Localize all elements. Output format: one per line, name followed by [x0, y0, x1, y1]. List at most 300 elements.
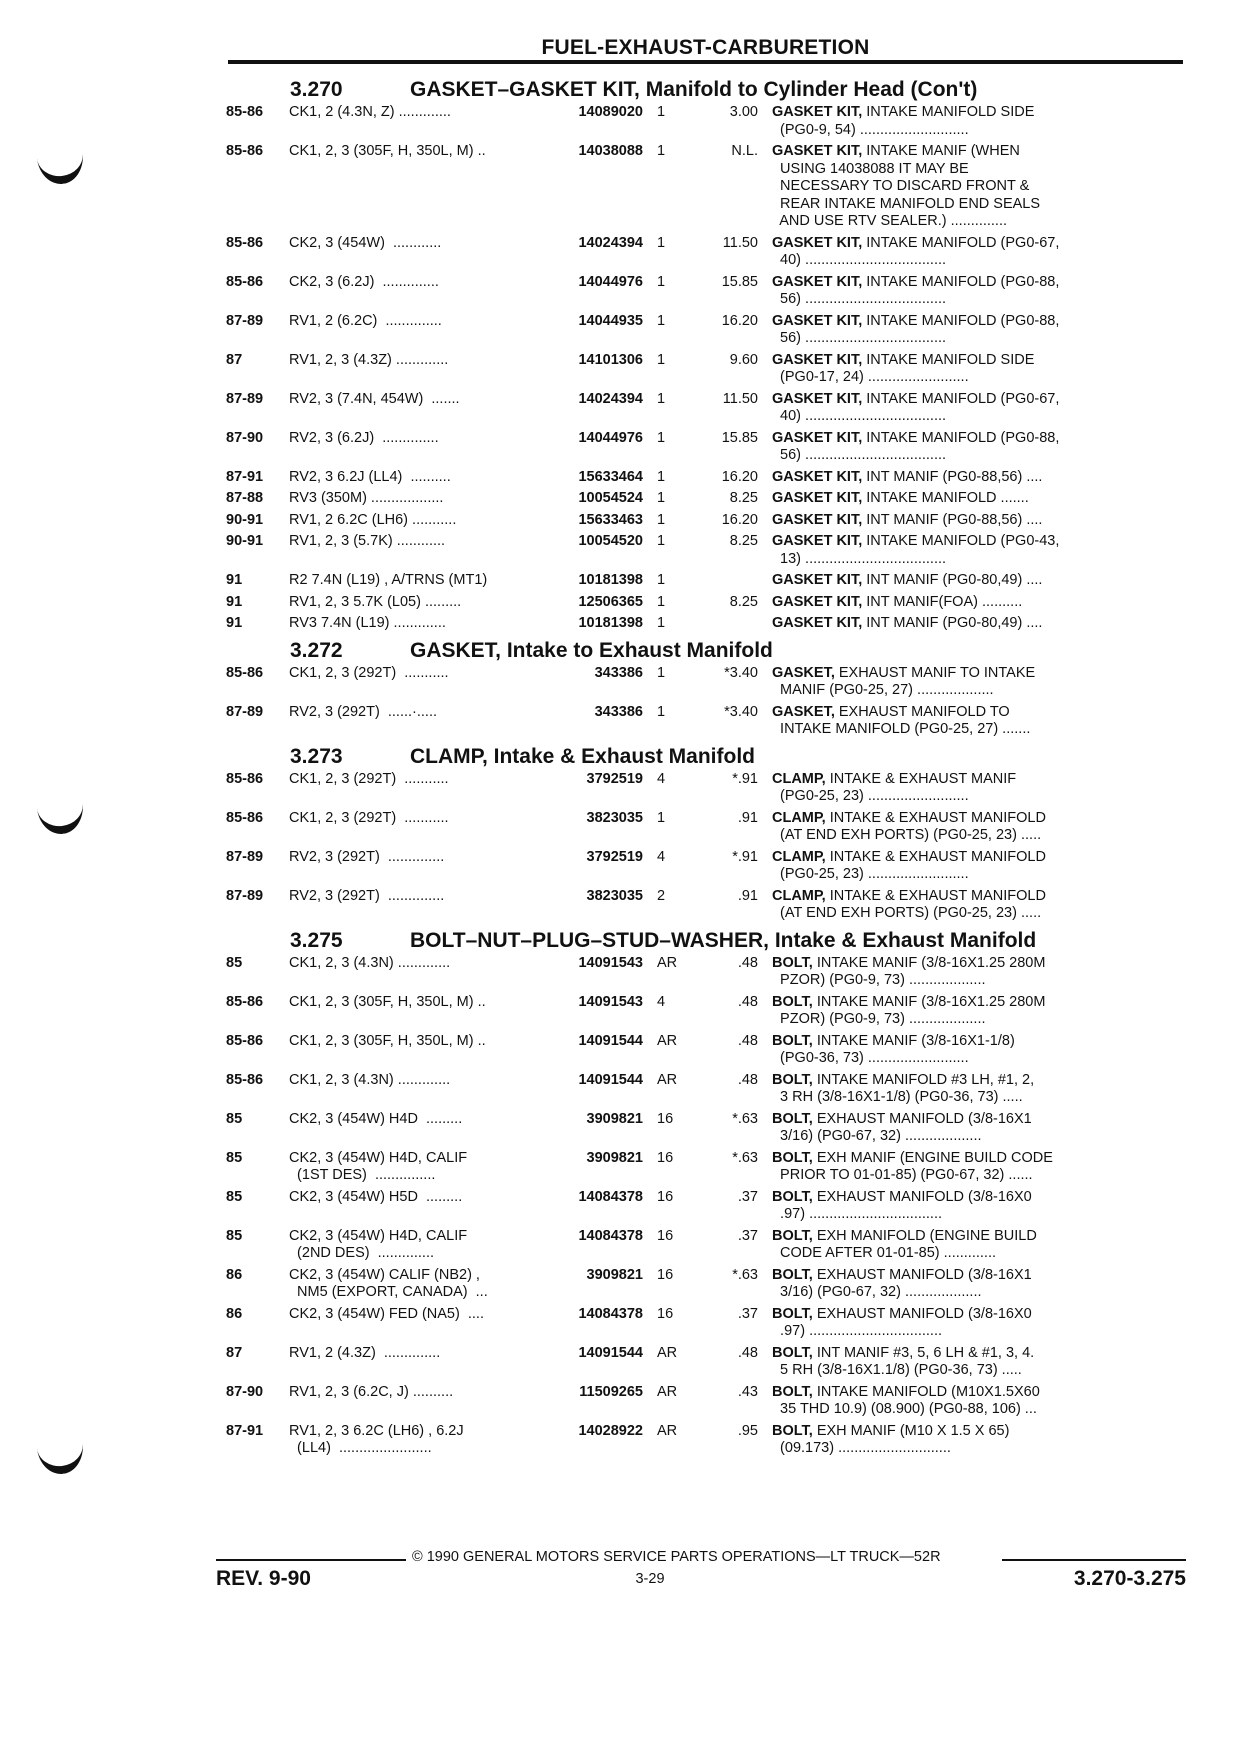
description-text: INTAKE & EXHAUST MANIFOLD (PG0-25, 23) ......................... — [780, 848, 1046, 882]
price: 3.00 — [729, 104, 758, 120]
application: CK1, 2, 3 (4.3N) ............. — [289, 1071, 451, 1088]
description — [772, 274, 1136, 309]
part-entry — [224, 1072, 1186, 1107]
application: RV1, 2, 3 (6.2C, J) .......... — [289, 1383, 454, 1400]
model-years: 85-86 — [226, 234, 264, 251]
description — [772, 1150, 1136, 1185]
part-entry — [224, 665, 1186, 700]
part-number: 15633463 — [578, 511, 643, 528]
description-text: EXHAUST MANIFOLD TO INTAKE MANIFOLD (PG0-25, 27) ....... — [780, 703, 1031, 737]
price: 16.20 — [721, 312, 758, 329]
price: 11.50 — [722, 234, 758, 251]
part-number: 343386 — [594, 664, 643, 681]
description-text: INTAKE MANIFOLD (PG0-67, 40) ................................... — [780, 390, 1060, 424]
description-text: INT MANIF (PG0-88,56) .... — [862, 468, 1043, 485]
description — [772, 512, 1136, 530]
model-years: 85-86 — [226, 770, 264, 787]
description-noun: GASKET KIT, — [772, 572, 863, 588]
description-text: EXHAUST MANIFOLD (3/8-16X0 .97) ................................. — [780, 1305, 1032, 1339]
price: .91 — [737, 887, 758, 904]
part-entry — [224, 810, 1186, 845]
part-number: 14044935 — [578, 312, 643, 329]
model-years: 87-90 — [226, 1383, 264, 1400]
part-entry — [224, 490, 1186, 508]
part-entry — [224, 1306, 1186, 1341]
model-years: 87-88 — [226, 490, 264, 506]
application: CK2, 3 (454W) ............ — [289, 234, 442, 251]
description-noun: CLAMP, — [772, 848, 826, 865]
part-entry — [224, 888, 1186, 923]
model-years: 90-91 — [226, 533, 264, 549]
price: .91 — [737, 809, 758, 826]
quantity: 1 — [657, 390, 666, 407]
part-number: 3823035 — [586, 809, 643, 826]
part-number: 3909821 — [586, 1110, 643, 1127]
quantity: 16 — [657, 1305, 674, 1322]
description-text: INTAKE MANIF (3/8-16X1.25 280M PZOR) (PG0-9, 73) ................... — [780, 954, 1046, 988]
description-noun: BOLT, — [772, 1422, 813, 1439]
revision-label: REV. 9-90 — [216, 1567, 311, 1590]
part-entry — [224, 512, 1186, 530]
description — [772, 888, 1136, 923]
section-number: 3.270 — [290, 78, 343, 101]
price: .48 — [737, 1344, 758, 1361]
description-text: INT MANIF (PG0-80,49) .... — [862, 572, 1043, 588]
part-entry — [224, 771, 1186, 806]
description-text: INTAKE MANIFOLD SIDE (PG0-9, 54) ........................... — [780, 104, 1035, 138]
quantity: 1 — [657, 593, 666, 610]
price: *.63 — [732, 1110, 758, 1127]
description-noun: GASKET, — [772, 703, 835, 720]
description — [772, 313, 1136, 348]
part-entry — [224, 533, 1186, 568]
application: RV2, 3 (292T) .............. — [289, 887, 445, 904]
part-entry — [224, 391, 1186, 426]
description — [772, 849, 1136, 884]
application: CK2, 3 (454W) H4D, CALIF (1ST DES) ............... — [289, 1149, 468, 1183]
price: .95 — [737, 1422, 758, 1439]
part-number: 14091544 — [578, 1344, 643, 1361]
quantity: 1 — [657, 533, 666, 549]
quantity: AR — [657, 1422, 678, 1439]
description — [772, 430, 1136, 465]
quantity: AR — [657, 1071, 678, 1088]
quantity: 1 — [657, 490, 666, 506]
description — [772, 1228, 1136, 1263]
description-noun: BOLT, — [772, 1344, 813, 1361]
model-years: 85-86 — [226, 273, 264, 290]
part-entry — [224, 352, 1186, 387]
part-number: 3909821 — [586, 1149, 643, 1166]
model-years: 91 — [226, 572, 243, 588]
section-number: 3.273 — [290, 744, 343, 768]
quantity: 16 — [657, 1227, 674, 1244]
price: *.63 — [732, 1149, 758, 1166]
description-text: INTAKE MANIFOLD ....... — [862, 490, 1029, 506]
quantity: 16 — [657, 1149, 674, 1166]
model-years: 87-91 — [226, 468, 264, 485]
description — [772, 615, 1136, 633]
quantity: 1 — [657, 143, 666, 159]
description — [772, 665, 1136, 700]
part-number: 14084378 — [578, 1227, 643, 1244]
part-number: 14024394 — [578, 390, 643, 407]
part-number: 10054524 — [578, 490, 643, 506]
model-years: 85-86 — [226, 1032, 264, 1049]
quantity: 1 — [657, 104, 666, 120]
description-text: INTAKE MANIF (3/8-16X1-1/8) (PG0-36, 73) ......................... — [780, 1032, 1015, 1066]
part-number: 15633464 — [578, 468, 643, 485]
quantity: 1 — [657, 351, 666, 368]
price: 11.50 — [722, 390, 758, 407]
model-years: 91 — [226, 615, 243, 631]
section-heading — [224, 76, 1186, 104]
quantity: 1 — [657, 664, 666, 681]
price: .48 — [737, 1032, 758, 1049]
price: .37 — [737, 1227, 758, 1244]
description-noun: CLAMP, — [772, 770, 826, 787]
section-title: GASKET–GASKET KIT, Manifold to Cylinder Head (Con't) — [410, 78, 978, 101]
description-noun: CLAMP, — [772, 809, 826, 826]
part-entry — [224, 849, 1186, 884]
model-years: 87-89 — [226, 848, 264, 865]
model-years: 85 — [226, 1188, 243, 1205]
part-number: 14091544 — [578, 1071, 643, 1088]
quantity: 1 — [657, 468, 666, 485]
section-number: 3.272 — [290, 638, 343, 662]
application: CK1, 2, 3 (305F, H, 350L, M) .. — [289, 143, 486, 159]
part-entry — [224, 1189, 1186, 1224]
price: 8.25 — [729, 593, 758, 610]
description-text: INT MANIF (PG0-80,49) .... — [862, 615, 1043, 631]
model-years: 87-89 — [226, 887, 264, 904]
description — [772, 1111, 1136, 1146]
application: RV1, 2, 3 (4.3Z) ............. — [289, 351, 449, 368]
application: RV1, 2, 3 (5.7K) ............ — [289, 533, 446, 549]
description-noun: BOLT, — [772, 1110, 813, 1127]
part-number: 14044976 — [578, 273, 643, 290]
part-number: 10054520 — [578, 533, 643, 549]
description — [772, 1345, 1136, 1380]
part-number: 14091543 — [578, 954, 643, 971]
description — [772, 469, 1136, 487]
footer-rule-right — [1002, 1559, 1186, 1561]
description — [772, 104, 1136, 139]
part-entry — [224, 1111, 1186, 1146]
description-text: INT MANIF #3, 5, 6 LH & #1, 3, 4. 5 RH (3/8-16X1.1/8) (PG0-36, 73) ..... — [780, 1344, 1035, 1378]
application: CK1, 2, 3 (305F, H, 350L, M) .. — [289, 993, 486, 1010]
description — [772, 1384, 1136, 1419]
application: R2 7.4N (L19) , A/TRNS (MT1) — [289, 572, 488, 588]
description-text: INTAKE MANIF (3/8-16X1.25 280M PZOR) (PG0-9, 73) ................... — [780, 993, 1046, 1027]
description-text: EXH MANIF (ENGINE BUILD CODE PRIOR TO 01-01-85) (PG0-67, 32) ...... — [780, 1149, 1053, 1183]
description — [772, 955, 1136, 990]
part-number: 3909821 — [586, 1266, 643, 1283]
description-text: INTAKE MANIFOLD (M10X1.5X60 35 THD 10.9) (08.900) (PG0-88, 106) ... — [780, 1383, 1040, 1417]
page-number: 3-29 — [635, 1571, 665, 1587]
price — [697, 615, 772, 633]
description-noun: GASKET KIT, — [772, 490, 863, 506]
part-number: 10181398 — [578, 572, 643, 588]
part-number: 14084378 — [578, 1305, 643, 1322]
price: .48 — [737, 1071, 758, 1088]
price: .37 — [737, 1305, 758, 1322]
part-number: 14084378 — [578, 1188, 643, 1205]
price: 16.20 — [721, 511, 758, 528]
description-noun: GASKET KIT, — [772, 312, 863, 329]
application: CK1, 2, 3 (292T) ........... — [289, 770, 449, 787]
part-entry — [224, 1384, 1186, 1419]
application: RV1, 2 (4.3Z) .............. — [289, 1344, 441, 1361]
application: RV2, 3 (7.4N, 454W) ....... — [289, 390, 460, 407]
description-text: EXH MANIF (M10 X 1.5 X 65) (09.173) ............................ — [780, 1422, 1010, 1456]
quantity: 1 — [657, 273, 666, 290]
description — [772, 771, 1136, 806]
description — [772, 1189, 1136, 1224]
model-years: 85-86 — [226, 1071, 264, 1088]
description-noun: GASKET KIT, — [772, 390, 863, 407]
application: CK1, 2 (4.3N, Z) ............. — [289, 104, 451, 120]
price: 16.20 — [721, 468, 758, 485]
description-noun: GASKET KIT, — [772, 533, 863, 549]
description-noun: BOLT, — [772, 1266, 813, 1283]
quantity: 16 — [657, 1266, 674, 1283]
section-heading — [224, 743, 1186, 771]
quantity: 4 — [657, 770, 666, 787]
application: RV1, 2, 3 6.2C (LH6) , 6.2J (LL4) ....................... — [289, 1422, 464, 1456]
application: RV1, 2 (6.2C) .............. — [289, 312, 442, 329]
description-text: INTAKE & EXHAUST MANIFOLD (AT END EXH PORTS) (PG0-25, 23) ..... — [780, 887, 1046, 921]
description-noun: GASKET, — [772, 664, 835, 681]
copyright-line: © 1990 GENERAL MOTORS SERVICE PARTS OPERATIONS—LT TRUCK—52R — [412, 1549, 941, 1565]
binder-hole-mark — [36, 798, 85, 837]
price: 15.85 — [721, 273, 758, 290]
description — [772, 1267, 1136, 1302]
part-number: 3792519 — [586, 848, 643, 865]
application: CK1, 2, 3 (4.3N) ............. — [289, 954, 451, 971]
part-entry — [224, 1228, 1186, 1263]
description-noun: GASKET KIT, — [772, 511, 863, 528]
description — [772, 994, 1136, 1029]
parts-section — [224, 76, 1186, 633]
model-years: 91 — [226, 593, 243, 610]
description-noun: GASKET KIT, — [772, 273, 863, 290]
description-noun: CLAMP, — [772, 887, 826, 904]
description-text: EXHAUST MANIFOLD (3/8-16X0 .97) ................................. — [780, 1188, 1032, 1222]
application: RV2, 3 (292T) .............. — [289, 848, 445, 865]
description-text: INTAKE MANIFOLD (PG0-88, 56) ................................... — [780, 312, 1060, 346]
application: CK1, 2, 3 (292T) ........... — [289, 809, 449, 826]
description-noun: BOLT, — [772, 1305, 813, 1322]
quantity: 16 — [657, 1110, 674, 1127]
quantity: 4 — [657, 993, 666, 1010]
parts-listing — [224, 74, 1186, 1462]
quantity: AR — [657, 954, 678, 971]
quantity: 2 — [657, 887, 666, 904]
section-heading — [224, 927, 1186, 955]
header-rule — [228, 60, 1183, 64]
parts-section — [224, 743, 1186, 923]
price: *3.40 — [724, 703, 758, 720]
price: 15.85 — [721, 429, 758, 446]
description-text: EXHAUST MANIFOLD (3/8-16X1 3/16) (PG0-67, 32) ................... — [780, 1110, 1032, 1144]
binder-hole-mark — [36, 1438, 85, 1477]
model-years: 87 — [226, 351, 243, 368]
model-years: 85-86 — [226, 143, 264, 159]
price: N.L. — [731, 143, 758, 159]
description-noun: GASKET KIT, — [772, 351, 863, 368]
quantity: 1 — [657, 429, 666, 446]
binder-hole-mark — [36, 148, 85, 187]
description-noun: GASKET KIT, — [772, 593, 863, 610]
description-noun: BOLT, — [772, 1071, 813, 1088]
description-text: INT MANIF(FOA) .......... — [862, 593, 1023, 610]
description-noun: BOLT, — [772, 1383, 813, 1400]
running-head: FUEL-EXHAUST-CARBURETION — [541, 36, 870, 59]
model-years: 90-91 — [226, 511, 264, 528]
part-number: 14038088 — [578, 143, 643, 159]
application: CK2, 3 (454W) FED (NA5) .... — [289, 1305, 484, 1322]
description-noun: BOLT, — [772, 993, 813, 1010]
part-entry — [224, 469, 1186, 487]
model-years: 85-86 — [226, 809, 264, 826]
section-title: GASKET, Intake to Exhaust Manifold — [410, 638, 773, 662]
model-years: 87-89 — [226, 390, 264, 407]
description — [772, 1072, 1136, 1107]
quantity: 1 — [657, 511, 666, 528]
description-text: INTAKE MANIFOLD (PG0-43, 13) ................................... — [780, 533, 1060, 567]
model-years: 85-86 — [226, 664, 264, 681]
model-years: 86 — [226, 1305, 243, 1322]
quantity: 1 — [657, 572, 666, 588]
quantity: 1 — [657, 615, 666, 631]
description-text: INTAKE MANIFOLD (PG0-88, 56) ................................... — [780, 273, 1060, 307]
part-number: 14101306 — [578, 351, 643, 368]
quantity: 1 — [657, 312, 666, 329]
price: .43 — [737, 1383, 758, 1400]
part-number: 14024394 — [578, 234, 643, 251]
price: 8.25 — [729, 533, 758, 549]
section-range: 3.270-3.275 — [1073, 1567, 1186, 1590]
quantity: AR — [657, 1344, 678, 1361]
description-noun: BOLT, — [772, 1032, 813, 1049]
quantity: 4 — [657, 848, 666, 865]
part-entry — [224, 955, 1186, 990]
part-entry — [224, 1150, 1186, 1185]
model-years: 85 — [226, 1149, 243, 1166]
price: .48 — [737, 993, 758, 1010]
part-number: 14044976 — [578, 429, 643, 446]
model-years: 87-89 — [226, 312, 264, 329]
footer-rule-left — [216, 1559, 406, 1561]
application: CK2, 3 (454W) H5D ......... — [289, 1188, 463, 1205]
model-years: 87-91 — [226, 1422, 264, 1439]
part-entry — [224, 104, 1186, 139]
model-years: 85 — [226, 954, 243, 971]
quantity: 1 — [657, 809, 666, 826]
price: .48 — [737, 954, 758, 971]
part-entry — [224, 430, 1186, 465]
quantity: AR — [657, 1383, 678, 1400]
price: *3.40 — [724, 664, 758, 681]
description-text: INTAKE & EXHAUST MANIFOLD (AT END EXH PORTS) (PG0-25, 23) ..... — [780, 809, 1046, 843]
description — [772, 1423, 1136, 1458]
price: *.91 — [732, 770, 758, 787]
description — [772, 1033, 1136, 1068]
description-noun: GASKET KIT, — [772, 615, 863, 631]
application: RV1, 2 6.2C (LH6) ........... — [289, 511, 457, 528]
part-entry — [224, 235, 1186, 270]
application: RV1, 2, 3 5.7K (L05) ......... — [289, 593, 462, 610]
part-number: 3823035 — [586, 887, 643, 904]
description-noun: GASKET KIT, — [772, 234, 863, 251]
description-text: INTAKE MANIF (WHEN USING 14038088 IT MAY BE NECESSARY TO DISCARD FRONT & REAR INTAKE MANIFOLD END SEALS AND USE RTV SEALER.) .............. — [779, 143, 1041, 229]
quantity: 1 — [657, 703, 666, 720]
part-number: 343386 — [594, 703, 643, 720]
description — [772, 572, 1136, 590]
part-number: 12506365 — [578, 593, 643, 610]
description-text: EXH MANIFOLD (ENGINE BUILD CODE AFTER 01-01-85) ............. — [780, 1227, 1037, 1261]
price: *.63 — [732, 1266, 758, 1283]
part-number: 14028922 — [578, 1422, 643, 1439]
part-entry — [224, 572, 1186, 590]
part-number: 14091543 — [578, 993, 643, 1010]
model-years: 85-86 — [226, 993, 264, 1010]
description-text: INTAKE & EXHAUST MANIF (PG0-25, 23) ......................... — [780, 770, 1017, 804]
price: 9.60 — [729, 351, 758, 368]
description-text: EXHAUST MANIFOLD (3/8-16X1 3/16) (PG0-67, 32) ................... — [780, 1266, 1032, 1300]
description-noun: GASKET KIT, — [772, 429, 863, 446]
application: RV3 (350M) .................. — [289, 490, 444, 506]
description-text: INTAKE MANIFOLD SIDE (PG0-17, 24) ......................... — [780, 351, 1035, 385]
part-number: 3792519 — [586, 770, 643, 787]
quantity: 1 — [657, 234, 666, 251]
part-entry — [224, 274, 1186, 309]
model-years: 85-86 — [226, 104, 264, 120]
part-number: 14089020 — [578, 104, 643, 120]
part-entry — [224, 704, 1186, 739]
description-noun: BOLT, — [772, 1149, 813, 1166]
part-entry — [224, 1345, 1186, 1380]
part-number: 14091544 — [578, 1032, 643, 1049]
description-text: EXHAUST MANIF TO INTAKE MANIF (PG0-25, 27) ................... — [780, 664, 1036, 698]
description — [772, 533, 1136, 568]
section-heading — [224, 637, 1186, 665]
application: CK2, 3 (454W) H4D ......... — [289, 1110, 463, 1127]
description-noun: GASKET KIT, — [772, 143, 863, 159]
section-number: 3.275 — [290, 928, 343, 952]
parts-section — [224, 637, 1186, 739]
description-noun: BOLT, — [772, 1188, 813, 1205]
description-noun: BOLT, — [772, 1227, 813, 1244]
description-noun: BOLT, — [772, 954, 813, 971]
model-years: 85 — [226, 1110, 243, 1127]
model-years: 87-89 — [226, 703, 264, 720]
section-title: CLAMP, Intake & Exhaust Manifold — [410, 744, 755, 768]
part-entry — [224, 994, 1186, 1029]
model-years: 87-90 — [226, 429, 264, 446]
description — [772, 391, 1136, 426]
description — [772, 594, 1136, 612]
application: CK1, 2, 3 (305F, H, 350L, M) .. — [289, 1032, 486, 1049]
model-years: 86 — [226, 1266, 243, 1283]
part-entry — [224, 1033, 1186, 1068]
application: RV3 7.4N (L19) ............. — [289, 615, 446, 631]
model-years: 85 — [226, 1227, 243, 1244]
description-text: INTAKE MANIFOLD #3 LH, #1, 2, 3 RH (3/8-16X1-1/8) (PG0-36, 73) ..... — [780, 1071, 1035, 1105]
description-text: INTAKE MANIFOLD (PG0-88, 56) ................................... — [780, 429, 1060, 463]
description-noun: GASKET KIT, — [772, 104, 863, 120]
